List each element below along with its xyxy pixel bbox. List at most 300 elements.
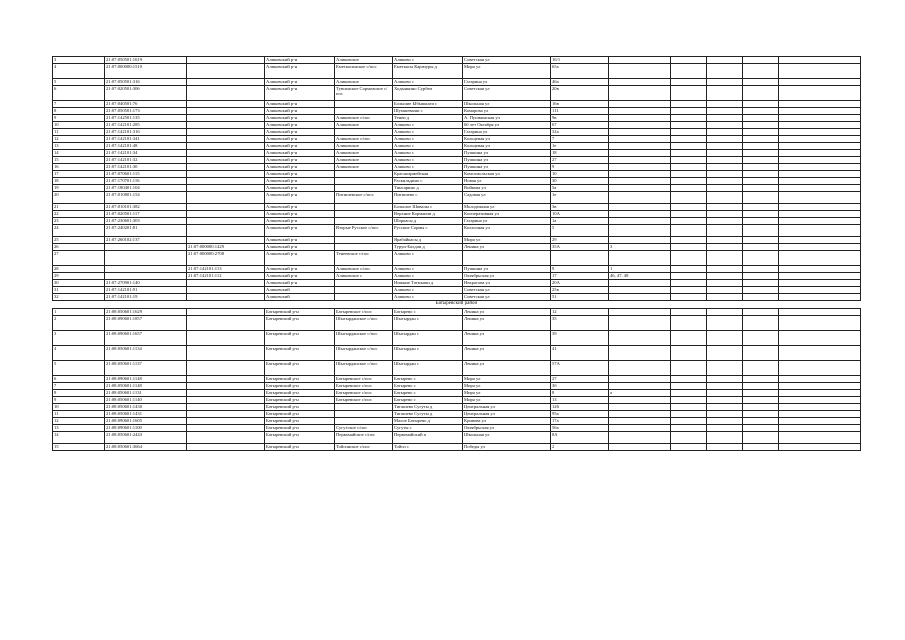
empty-cell [671, 404, 707, 411]
cell-num: 21:07:240201:81 [105, 225, 187, 237]
cell-house: 10 [551, 171, 609, 178]
cell-num2 [187, 316, 265, 331]
cell-num: 21:07:142101:32 [105, 157, 187, 164]
empty-cell [743, 287, 779, 294]
cell-n: 25 [53, 237, 105, 244]
empty-cell [671, 129, 707, 136]
cell-dist: Аликовский р-н [265, 225, 335, 237]
cell-n: 10 [53, 404, 105, 411]
cell-num [105, 266, 187, 273]
cell-num: 21:07:180401:104 [105, 185, 187, 192]
cell-num2: 21:07:142101:112 [187, 273, 265, 280]
empty-cell [743, 101, 779, 108]
empty-cell [707, 273, 743, 280]
cell-house: 27 [551, 157, 609, 164]
empty-cell [671, 309, 707, 316]
cell-loc: Аликово с [393, 122, 463, 129]
cell-num [105, 273, 187, 280]
empty-cell [707, 108, 743, 115]
empty-cell [707, 157, 743, 164]
cell-street: Ленина ул [463, 309, 551, 316]
cell-num: 21:08:090601:1857 [105, 316, 187, 331]
empty-cell [779, 108, 861, 115]
cell-dist: Аликовский р-н [265, 164, 335, 171]
cell-house: 20А [551, 280, 609, 287]
empty-cell [779, 287, 861, 294]
empty-cell [779, 376, 861, 383]
cell-loc: Аликово с [393, 157, 463, 164]
empty-cell [671, 244, 707, 251]
cell-street: Ленина ул [463, 331, 551, 346]
empty-cell [707, 346, 743, 361]
empty-cell [671, 273, 707, 280]
cell-sp: Аликовское с/пос [335, 266, 393, 273]
cell-x [609, 164, 671, 171]
empty-cell [779, 157, 861, 164]
cell-x [609, 251, 671, 266]
table-row [53, 101, 861, 108]
cell-street: Гагарина ул [463, 79, 551, 86]
cell-num: 21:07:000000:1510 [105, 64, 187, 79]
cell-sp: Аликовское [335, 122, 393, 129]
empty-cell [671, 115, 707, 122]
cell-loc: Аликово с [393, 57, 463, 64]
cell-num: 21:07:020501:306 [105, 86, 187, 101]
cell-dist: Аликовский р-н [265, 64, 335, 79]
cell-dist: Аликовский р-н [265, 108, 335, 115]
empty-cell [779, 331, 861, 346]
cell-house: 16в [551, 101, 609, 108]
cell-street: Молодежная ул [463, 204, 551, 211]
cell-n: 16 [53, 164, 105, 171]
empty-cell [779, 101, 861, 108]
cell-num: 21:07:230601:303 [105, 218, 187, 225]
empty-cell [707, 122, 743, 129]
empty-cell [707, 185, 743, 192]
empty-cell [671, 64, 707, 79]
cell-num2 [187, 418, 265, 425]
cell-sp [335, 108, 393, 115]
cell-num2 [187, 432, 265, 444]
empty-cell [779, 251, 861, 266]
cell-x [609, 218, 671, 225]
empty-cell [707, 418, 743, 425]
empty-cell [671, 108, 707, 115]
empty-cell [743, 411, 779, 418]
empty-cell [779, 383, 861, 390]
empty-cell [707, 79, 743, 86]
cell-num2 [187, 164, 265, 171]
cell-num: 21:07:142101:91 [105, 287, 187, 294]
cell-dist: Аликовский р-н [265, 244, 335, 251]
cell-num2 [187, 204, 265, 211]
cell-street: Советская ул [463, 294, 551, 301]
cell-dist: Батыревский р-н [265, 346, 335, 361]
empty-cell [743, 425, 779, 432]
cell-street: Школьная ул [463, 101, 551, 108]
table-row [53, 204, 861, 211]
cell-sp [335, 411, 393, 418]
empty-cell [779, 192, 861, 204]
empty-cell [671, 425, 707, 432]
empty-cell [707, 101, 743, 108]
cell-n: 6 [53, 376, 105, 383]
empty-cell [743, 376, 779, 383]
empty-cell [779, 86, 861, 101]
cell-dist: Аликовский р-н [265, 211, 335, 218]
cell-loc: Аликово с [393, 79, 463, 86]
cell-dist: Аликовский р-н [265, 150, 335, 157]
empty-cell [671, 266, 707, 273]
cell-num2 [187, 287, 265, 294]
empty-cell [707, 86, 743, 101]
section-header-row [53, 301, 861, 309]
cell-loc: Сугуты с [393, 425, 463, 432]
cell-dist: Аликовский р-н [265, 218, 335, 225]
cell-sp [335, 280, 393, 287]
table-row [53, 280, 861, 287]
empty-cell [743, 397, 779, 404]
cell-sp: Батыревское с/пос [335, 397, 393, 404]
cell-house: 9в [551, 115, 609, 122]
empty-cell [707, 192, 743, 204]
cell-n: 27 [53, 251, 105, 266]
table-row [53, 404, 861, 411]
empty-cell [671, 122, 707, 129]
cell-dist: Батыревский р-н [265, 383, 335, 390]
cell-street: Пушкина ул [463, 157, 551, 164]
table-row [53, 361, 861, 376]
empty-cell [707, 266, 743, 273]
table-row [53, 444, 861, 451]
table-row [53, 122, 861, 129]
cell-house: 8 [551, 390, 609, 397]
cell-x [609, 136, 671, 143]
empty-cell [743, 157, 779, 164]
empty-cell [671, 225, 707, 237]
empty-cell [707, 143, 743, 150]
cell-num2 [187, 444, 265, 451]
cell-num2: 21:07:142101:113 [187, 266, 265, 273]
cell-num2: 21:07:000000:2708 [187, 251, 265, 266]
empty-cell [743, 64, 779, 79]
table-body [53, 57, 861, 451]
cell-x [609, 287, 671, 294]
cell-sp: Шыгырданское с/пос [335, 316, 393, 331]
table-row [53, 331, 861, 346]
empty-cell [671, 164, 707, 171]
cell-x [609, 192, 671, 204]
cell-dist: Аликовский р-н [265, 251, 335, 266]
cell-x [609, 108, 671, 115]
cell-loc: Аликово с [393, 287, 463, 294]
cell-x [609, 57, 671, 64]
empty-cell [743, 273, 779, 280]
cell-loc: Малое Батырево д [393, 418, 463, 425]
cell-house: 46а [551, 79, 609, 86]
cell-n: 12 [53, 418, 105, 425]
cell-num: 21:07:142101:19 [105, 294, 187, 301]
cell-n: 8 [53, 390, 105, 397]
cell-x [609, 225, 671, 237]
empty-cell [671, 294, 707, 301]
cell-sp: Аликовское [335, 79, 393, 86]
cell-loc: Шыгырдан с [393, 346, 463, 361]
empty-cell [743, 150, 779, 157]
empty-cell [707, 178, 743, 185]
cell-n: 29 [53, 273, 105, 280]
cell-x [609, 115, 671, 122]
empty-cell [779, 211, 861, 218]
cell-loc: Нижние Татмыши д [393, 280, 463, 287]
cell-num: 21:07:050501:1619 [105, 57, 187, 64]
table-row [53, 244, 861, 251]
empty-cell [743, 309, 779, 316]
cell-house [551, 251, 609, 266]
cell-street: Ленина ул [463, 316, 551, 331]
cell-house: 20в [551, 86, 609, 101]
cell-street: Мира ул [463, 64, 551, 79]
cell-house: 1е [551, 143, 609, 150]
cell-x [609, 404, 671, 411]
cell-house: 17 [551, 273, 609, 280]
cell-dist: Аликовский р-н [265, 178, 335, 185]
cell-num: 21:08:050601:1131 [105, 390, 187, 397]
table-row [53, 143, 861, 150]
cell-house: 25в [551, 287, 609, 294]
cell-sp: Еметкасинское с/пос [335, 64, 393, 79]
cell-num2 [187, 115, 265, 122]
empty-cell [707, 397, 743, 404]
cell-loc: Шоркасы д [393, 218, 463, 225]
cell-street: Кооперативная ул [463, 211, 551, 218]
empty-cell [779, 273, 861, 280]
table-row [53, 115, 861, 122]
cell-x [609, 376, 671, 383]
empty-cell [779, 361, 861, 376]
cell-dist: Батыревский р-н [265, 418, 335, 425]
cell-num2 [187, 218, 265, 225]
cell-num2 [187, 171, 265, 178]
cell-house: 111 [551, 108, 609, 115]
empty-cell [779, 79, 861, 86]
cell-house: 57А [551, 361, 609, 376]
empty-cell [707, 432, 743, 444]
table-row [53, 316, 861, 331]
cell-n: 2 [53, 316, 105, 331]
cell-sp [335, 204, 393, 211]
cell-x [609, 157, 671, 164]
cell-house: 67 [551, 122, 609, 129]
cell-house: 29 [551, 237, 609, 244]
cell-sp [335, 171, 393, 178]
cell-loc: Аликово с [393, 143, 463, 150]
cell-n: 26 [53, 244, 105, 251]
empty-cell [743, 280, 779, 287]
table-row [53, 108, 861, 115]
cell-street: Пушкина ул [463, 150, 551, 157]
empty-cell [743, 383, 779, 390]
cell-street: Ленина ул [463, 361, 551, 376]
cell-sp [335, 237, 393, 244]
empty-cell [707, 237, 743, 244]
cell-house: 10А [551, 211, 609, 218]
empty-cell [743, 143, 779, 150]
cell-sp [335, 129, 393, 136]
empty-cell [671, 346, 707, 361]
cell-sp: Аликовское [335, 143, 393, 150]
empty-cell [779, 122, 861, 129]
empty-cell [671, 361, 707, 376]
empty-cell [779, 444, 861, 451]
table-row [53, 86, 861, 101]
cell-n: 22 [53, 211, 105, 218]
cell-n: 11 [53, 129, 105, 136]
cell-dist: Аликовский р-н [265, 57, 335, 64]
cell-num: 21:07:142101:285 [105, 122, 187, 129]
cell-num: 21:07:010101:382 [105, 204, 187, 211]
table-row [53, 383, 861, 390]
cell-sp: Первомайское с/пос [335, 432, 393, 444]
empty-cell [671, 204, 707, 211]
cell-num: 21:08:050601:1629 [105, 309, 187, 316]
empty-cell [671, 418, 707, 425]
empty-cell [779, 397, 861, 404]
empty-cell [743, 316, 779, 331]
cell-street: Мира ул [463, 397, 551, 404]
cell-num: 21:07:050501:173 [105, 108, 187, 115]
empty-cell [671, 171, 707, 178]
cell-street: Новая ул [463, 178, 551, 185]
empty-cell [671, 376, 707, 383]
empty-cell [707, 287, 743, 294]
cell-num: 21:07:170701:116 [105, 178, 187, 185]
cell-x [609, 211, 671, 218]
empty-cell [671, 251, 707, 266]
empty-cell [743, 432, 779, 444]
empty-cell [707, 129, 743, 136]
empty-cell [743, 266, 779, 273]
cell-x: 1 [609, 266, 671, 273]
cell-house: 17а [551, 418, 609, 425]
empty-cell [779, 432, 861, 444]
cell-sp [335, 418, 393, 425]
cell-n: 9 [53, 115, 105, 122]
cell-house: 9 [551, 164, 609, 171]
cell-street: Кольцевая ул [463, 136, 551, 143]
cell-street: Победы ул [463, 444, 551, 451]
table-row [53, 129, 861, 136]
empty-cell [779, 237, 861, 244]
empty-cell [671, 397, 707, 404]
empty-cell [743, 86, 779, 101]
cell-street: Колхозная ул [463, 225, 551, 237]
cell-loc: Аликово с [393, 150, 463, 157]
cell-dist: Аликовский р-н [265, 79, 335, 86]
empty-cell [743, 192, 779, 204]
cell-sp [335, 178, 393, 185]
cell-street: Комсомольская ул [463, 171, 551, 178]
cell-house: 3б [551, 383, 609, 390]
cell-x [609, 64, 671, 79]
cell-n: 15 [53, 444, 105, 451]
cell-num: 21:08:090601:1100 [105, 425, 187, 432]
cell-loc: Аликово с [393, 266, 463, 273]
cell-sp: Батыревское с/пос [335, 309, 393, 316]
cell-num: 21:08:050601:1430 [105, 404, 187, 411]
cell-house: 5а [551, 185, 609, 192]
cell-num2: 21:07:000000:1429 [187, 244, 265, 251]
empty-cell [779, 244, 861, 251]
cell-x [609, 171, 671, 178]
cell-num2 [187, 425, 265, 432]
cell-street: Ленина ул [463, 244, 551, 251]
cell-x [609, 178, 671, 185]
cell-dist: Аликовский р-н [265, 129, 335, 136]
cell-n: 17 [53, 171, 105, 178]
cell-n: 1 [53, 309, 105, 316]
cell-x [609, 361, 671, 376]
cell-street: Комарова ул [463, 108, 551, 115]
cell-loc: Аликово с [393, 164, 463, 171]
empty-cell [707, 331, 743, 346]
empty-cell [671, 143, 707, 150]
cell-sp: Вторые Русское с/пос [335, 225, 393, 237]
cell-sp: Аликовское [335, 57, 393, 64]
cell-num2 [187, 225, 265, 237]
cell-n: 14 [53, 150, 105, 157]
cell-n: 7 [53, 383, 105, 390]
empty-cell [743, 57, 779, 64]
cell-dist: Аликовский р-н [265, 171, 335, 178]
cell-loc: Туруи-Балдаи д [393, 244, 463, 251]
empty-cell [671, 136, 707, 143]
cell-num2 [187, 64, 265, 79]
table-row [53, 411, 861, 418]
cell-dist: Батыревский р-н [265, 404, 335, 411]
cell-loc: Тигашево Сугуты д [393, 411, 463, 418]
empty-cell [671, 390, 707, 397]
cell-sp: Тойсинское с/пос [335, 444, 393, 451]
cell-num2 [187, 411, 265, 418]
cell-num [105, 251, 187, 266]
cell-street: Советская ул [463, 57, 551, 64]
cell-x [609, 150, 671, 157]
cell-num: 21:07:050501:316 [105, 79, 187, 86]
empty-cell [707, 309, 743, 316]
empty-cell [671, 192, 707, 204]
cell-loc: Верхние Корманчи д [393, 211, 463, 218]
empty-cell [743, 294, 779, 301]
empty-cell [707, 383, 743, 390]
cell-loc: Тигашево Сугуты д [393, 404, 463, 411]
cell-sp: Аликовское с [335, 273, 393, 280]
empty-cell [671, 101, 707, 108]
cell-x [609, 383, 671, 390]
cell-street: Ленина ул [463, 346, 551, 361]
table-row [53, 273, 861, 280]
empty-cell [743, 361, 779, 376]
cell-loc: Питишево с [393, 192, 463, 204]
cell-n: 10 [53, 122, 105, 129]
cell-n: 21 [53, 204, 105, 211]
cell-num2 [187, 309, 265, 316]
empty-cell [743, 225, 779, 237]
cell-num2 [187, 136, 265, 143]
cell-x: 3 [609, 244, 671, 251]
cell-x [609, 418, 671, 425]
cell-x: 46, 47, 48 [609, 273, 671, 280]
